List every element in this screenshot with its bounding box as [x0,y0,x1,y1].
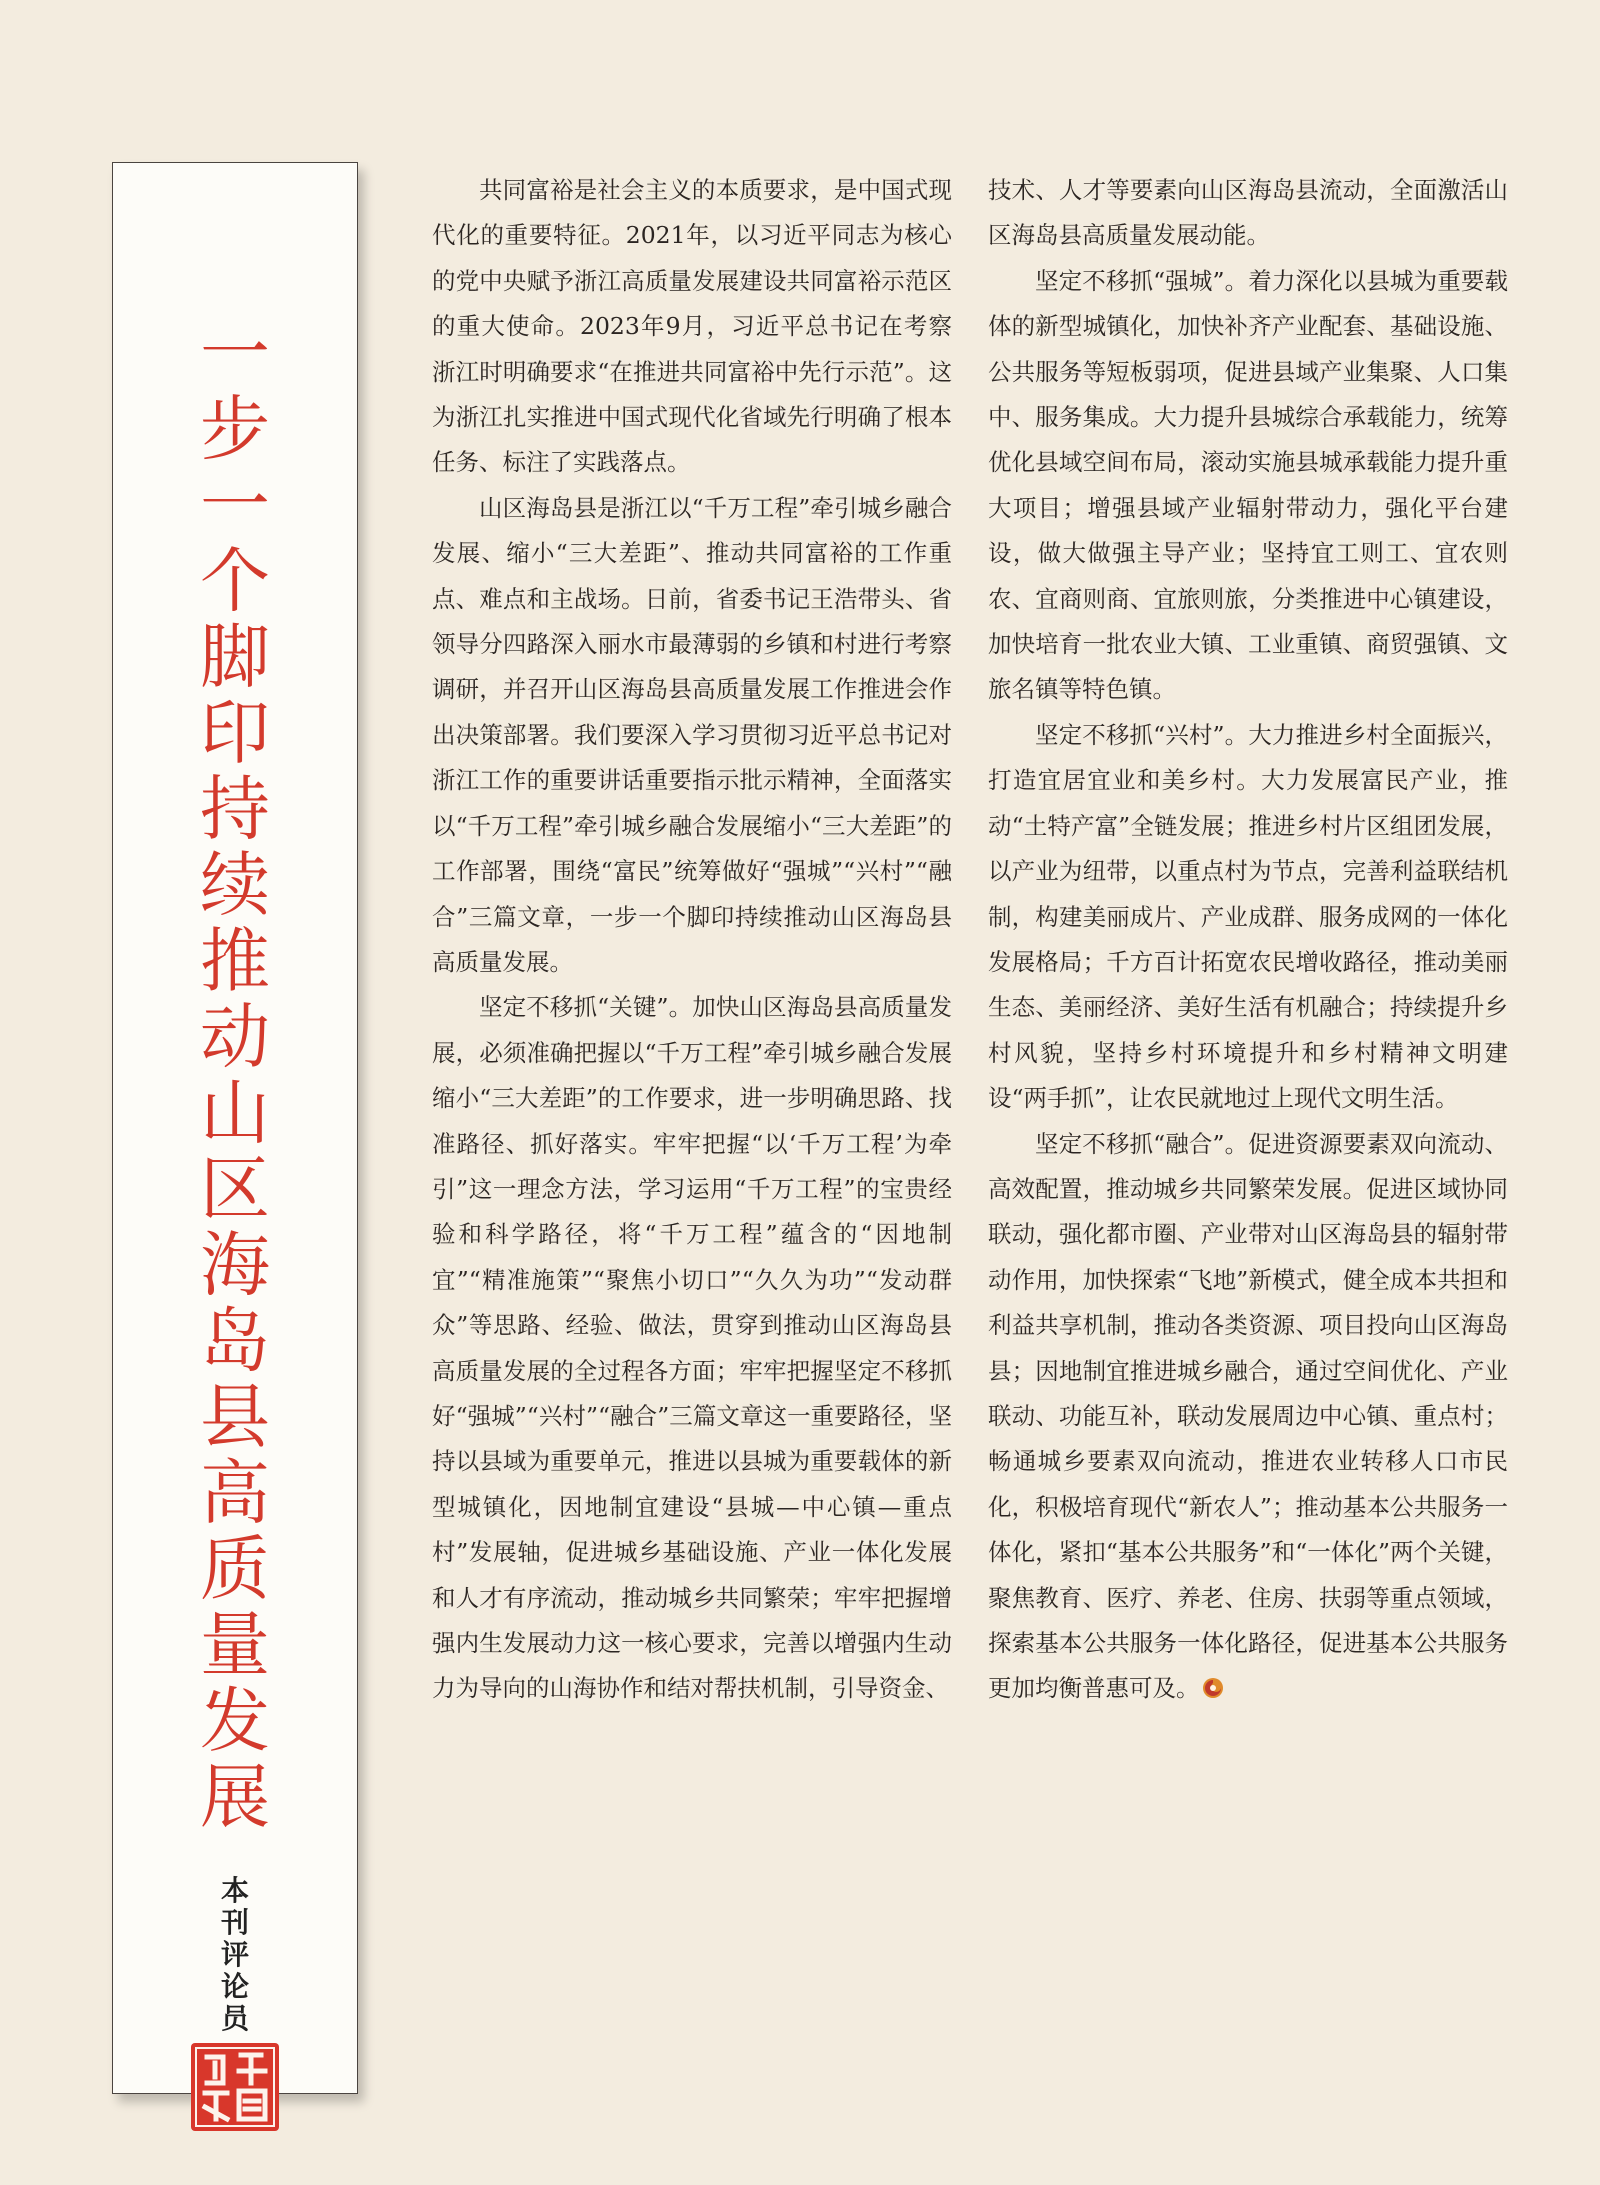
seal-stamp-icon [189,2041,281,2133]
author-byline: 本刊评论员 [220,1874,249,2035]
title-sidebar [112,162,358,2094]
paragraph: 坚定不移抓“关键”。加快山区海岛县高质量发展，必须准确把握以“千万工程”牵引城乡融合发展缩小“三大差距”的工作要求，进一步明确思路、找准路径、抓好落实。牢牢把握“以‘千万工程’为牵引”这一理念方法，学习运用“千万工程”的宝贵经验和科学路径，将“千万工程”蕴含的“因地制宜”“精准施策”“聚焦小切口”“久久为功”“发动群众”等思路、经验、做法，贯穿到推动山区海岛县高质量发展的全过程各方面；牢牢把握坚定不移抓好“强城”“兴村”“融合”三篇文章这一重要路径，坚持以县域为重要单元，推进以县城为重要载体的新型城镇化，因地制宜建设“县城—中心镇—重点村”发展轴，促进城乡基础设施、产业一体化发展和人才有序流动，推动城乡共同繁荣；牢牢把握增强内生发展动力这一核心要求，完善以增强内生动力为导向的山海协作和结对帮扶机制，引导资金、 [432,993,952,1703]
paragraph: 坚定不移抓“兴村”。大力推进乡村全面振兴，打造宜居宜业和美乡村。大力发展富民产业，推动“土特产富”全链发展；推进乡村片区组团发展，以产业为纽带，以重点村为节点，完善利益联结机制，构建美丽成片、产业成群、服务成网的一体化发展格局；千方百计拓宽农民增收路径，推动美丽生态、美丽经济、美好生活有机融合；持续提升乡村风貌，坚持乡村环境提升和乡村精神文明建设“两手抓”，让农民就地过上现代文明生活。 [988,720,1508,1113]
article-title: 一步一个脚印持续推动山区海岛县高质量发展 [200,312,270,1838]
paragraph-text: 坚定不移抓“融合”。促进资源要素双向流动、高效配置，推动城乡共同繁荣发展。促进区域协同联动，强化都市圈、产业带对山区海岛县的辐射带动作用，加快探索“飞地”新模式，健全成本共担和利益共享机制，推动各类资源、项目投向山区海岛县；因地制宜推进城乡融合，通过空间优化、产业联动、功能互补，联动发展周边中心镇、重点村；畅通城乡要素双向流动，推进农业转移人口市民化，积极培育现代“新农人”；推动基本公共服务一体化，紧扣“基本公共服务”和“一体化”两个关键，聚焦教育、医疗、养老、住房、扶弱等重点领域，探索基本公共服务一体化路径，促进基本公共服务更加均衡普惠可及。 [988,1129,1508,1703]
end-mark-icon [1202,1677,1224,1699]
paragraph-continuation: 技术、人才等要素向山区海岛县流动，全面激活山区海岛县高质量发展动能。 [988,176,1508,250]
column-left [432,168,952,1712]
column-right [988,168,1508,1712]
paragraph: 共同富裕是社会主义的本质要求，是中国式现代化的重要特征。2021年，以习近平同志为核心的党中央赋予浙江高质量发展建设共同富裕示范区的重大使命。2023年9月，习近平总书记在考察浙江时明确要求“在推进共同富裕中先行示范”。这为浙江扎实推进中国式现代化省域先行明确了根本任务、标注了实践落点。 [432,176,952,477]
paragraph-final [988,1122,1508,1712]
paragraph: 坚定不移抓“强城”。着力深化以县城为重要载体的新型城镇化，加快补齐产业配套、基础设施、公共服务等短板弱项，促进县域产业集聚、人口集中、服务集成。大力提升县城综合承载能力，统筹优化县域空间布局，滚动实施县城承载能力提升重大项目；增强县域产业辐射带动力，强化平台建设，做大做强主导产业；坚持宜工则工、宜农则农、宜商则商、宜旅则旅，分类推进中心镇建设，加快培育一批农业大镇、工业重镇、商贸强镇、文旅名镇等特色镇。 [988,266,1508,704]
paragraph: 山区海岛县是浙江以“千万工程”牵引城乡融合发展、缩小“三大差距”、推动共同富裕的工作重点、难点和主战场。日前，省委书记王浩带头、省领导分四路深入丽水市最薄弱的乡镇和村进行考察调研，并召开山区海岛县高质量发展工作推进会作出决策部署。我们要深入学习贯彻习近平总书记对浙江工作的重要讲话重要指示批示精神，全面落实以“千万工程”牵引城乡融合发展缩小“三大差距”的工作部署，围绕“富民”统筹做好“强城”“兴村”“融合”三篇文章，一步一个脚印持续推动山区海岛县高质量发展。 [432,493,952,976]
